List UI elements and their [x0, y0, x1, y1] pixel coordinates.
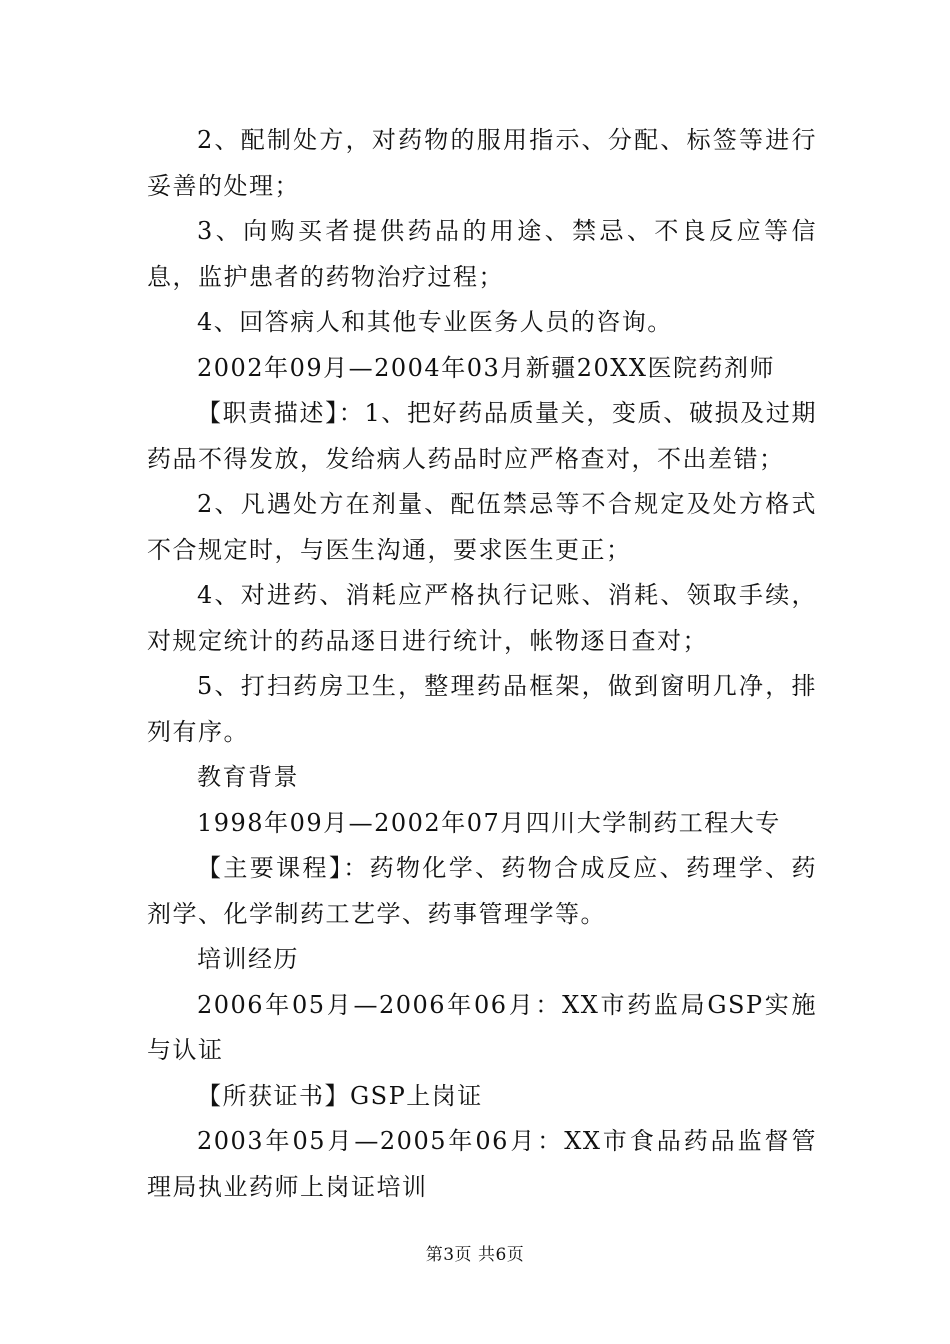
paragraph-duty-description: 【职责描述】：1、把好药品质量关，变质、破损及过期药品不得发放，发给病人药品时应严格查对，不出差错； — [147, 399, 817, 473]
paragraph-prescription: 2、配制处方，对药物的服用指示、分配、标签等进行妥善的处理； — [147, 126, 817, 200]
paragraph-job-entry: 2002年09月—2004年03月新疆20XX医院药剂师 — [197, 353, 775, 382]
paragraph-education-entry: 1998年09月—2002年07月四川大学制药工程大专 — [197, 808, 781, 837]
paragraph-pharmacy-cleaning: 5、打扫药房卫生，整理药品框架，做到窗明几净，排列有序。 — [147, 672, 817, 746]
paragraph-accounting: 4、对进药、消耗应严格执行记账、消耗、领取手续，对规定统计的药品逐日进行统计，帐物逐日查对； — [147, 581, 817, 655]
paragraph-consultation: 4、回答病人和其他专业医务人员的咨询。 — [197, 308, 673, 336]
page-number-footer: 第3页 共6页 — [425, 1245, 525, 1265]
paragraph-main-courses: 【主要课程】：药物化学、药物合成反应、药理学、药剂学、化学制药工艺学、药事管理学等。 — [147, 854, 817, 928]
paragraph-drug-info: 3、向购买者提供药品的用途、禁忌、不良反应等信息，监护患者的药物治疗过程； — [147, 217, 817, 291]
section-heading-education: 教育背景 — [197, 763, 299, 791]
section-heading-training: 培训经历 — [197, 945, 299, 973]
paragraph-certificate: 【所获证书】GSP上岗证 — [197, 1081, 483, 1110]
paragraph-training-entry-2: 2003年05月—2005年06月：XX市食品药品监督管理局执业药师上岗证培训 — [147, 1127, 817, 1201]
paragraph-prescription-check: 2、凡遇处方在剂量、配伍禁忌等不合规定及处方格式不合规定时，与医生沟通，要求医生更正； — [147, 490, 817, 564]
document-body — [147, 118, 817, 1210]
paragraph-training-entry-1: 2006年05月—2006年06月：XX市药监局GSP实施与认证 — [147, 990, 817, 1064]
